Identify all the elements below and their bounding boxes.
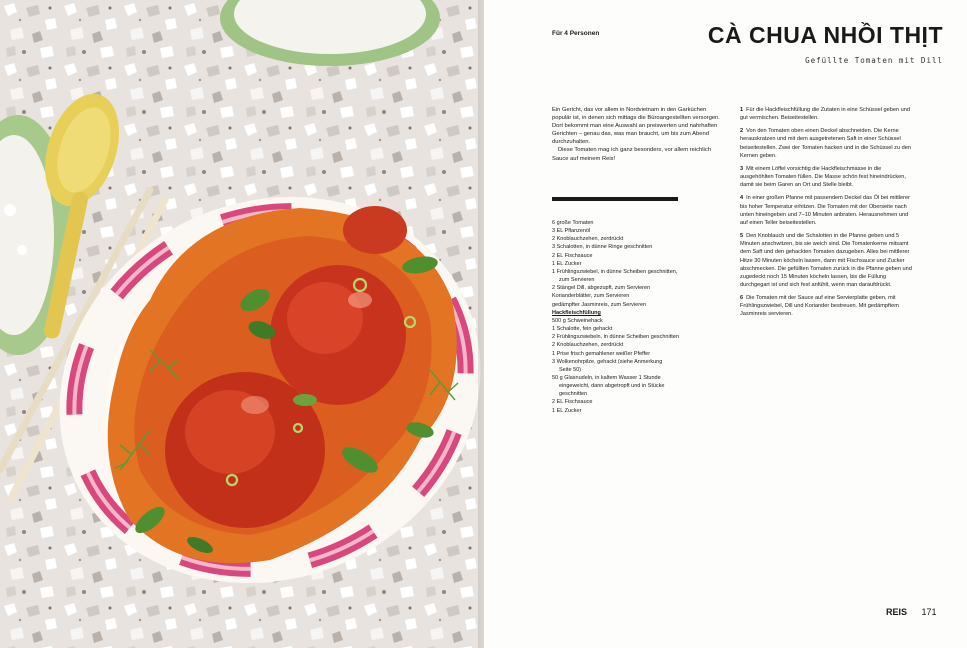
recipe-subtitle: Gefüllte Tomaten mit Dill xyxy=(805,56,943,65)
filling-item: 3 Wolkenohrpilze, gehackt (siehe Anmerkung xyxy=(552,358,663,365)
intro-paragraph: Ein Gericht, das vor allem in Nordvietnam in den Garküchen populär ist, in denen sich mittags die Büroangestellten versorgen. Dort bekommt man eine Auswahl an preiswerten und nahrhaften Gerichten – genau das, was man braucht, um bis zum Abend durchzuhalten. xyxy=(552,107,720,146)
step-text: In einer großen Pfanne mit passendem Deckel das Öl bei mittlerer bis hoher Temperatur erhitzen. Die Tomaten mit der Oberseite nach unten hineingeben und 7–10 Minuten anbraten. Herausnehmen und auf einen Teller beiseitestellen. xyxy=(740,195,910,226)
step-number: 1 xyxy=(740,107,744,113)
filling-item: 2 EL Fischsauce xyxy=(552,399,593,406)
method-step xyxy=(740,165,912,189)
page-footer xyxy=(886,607,937,617)
ingredient-item: 2 Stängel Dill, abgezupft, zum Servieren xyxy=(552,285,651,292)
step-text: Die Tomaten mit der Sauce auf eine Servierplatte geben, mit Frühlingszwiebel, Dill und Koriander bestreuen. Mit gedämpftem Jasminreis servieren. xyxy=(740,295,899,318)
filling-item: eingeweicht, dann abgetropft und in Stücke xyxy=(559,383,665,390)
filling-item: 1 Prise frisch gemahlener weißer Pfeffer xyxy=(552,350,651,357)
method-step xyxy=(740,294,912,318)
recipe-title: CÀ CHUA NHỒI THỊT xyxy=(707,22,943,48)
filling-item: 2 Frühlingszwiebeln, in dünne Scheiben geschnitten xyxy=(552,334,679,341)
step-number: 5 xyxy=(740,233,744,240)
ingredient-item: zum Servieren xyxy=(559,277,595,284)
stuffed-tomato-top xyxy=(270,265,406,405)
method-steps xyxy=(740,106,912,324)
step-number: 6 xyxy=(740,295,744,302)
chapter-name: REIS xyxy=(886,607,908,617)
step-number: 2 xyxy=(740,128,744,135)
ingredient-item: gedämpfter Jasminreis, zum Servieren xyxy=(552,301,647,308)
ingredient-item: 6 große Tomaten xyxy=(552,220,594,226)
filling-item: 1 Schalotte, fein gehackt xyxy=(552,326,613,333)
method-step xyxy=(740,232,912,289)
ingredient-item: 2 EL Fischsauce xyxy=(552,252,593,259)
ingredient-item: 3 Schalotten, in dünne Ringe geschnitten xyxy=(552,244,653,251)
filling-item: 500 g Schweinehack xyxy=(552,317,603,324)
ingredient-item: 1 EL Zucker xyxy=(552,260,582,267)
ingredient-item: 1 Frühlingszwiebel, in dünne Scheiben geschnitten, xyxy=(552,268,678,275)
filling-item: 50 g Glasnudeln, in kaltem Wasser 1 Stunde xyxy=(552,374,661,381)
ingredient-item: 2 Knoblauchzehen, zerdrückt xyxy=(552,236,624,243)
filling-heading: Hackfleischfüllung xyxy=(552,309,601,316)
method-step xyxy=(740,194,912,227)
step-text: Mit einem Löffel vorsichtig die Hackfleischmasse in die ausgehöhlten Tomaten füllen. Die Masse schön fest hineindrücken, damit sie beim Garen an Ort und Stelle bleibt. xyxy=(740,165,906,189)
ingredient-item: 3 EL Pflanzenöl xyxy=(552,228,591,235)
servings-label: Für 4 Personen xyxy=(552,30,600,37)
ingredient-item: Korianderblätter, zum Servieren xyxy=(552,293,630,300)
step-text: Von den Tomaten oben einen Deckel abschneiden. Die Kerne herauskratzen und mit dem ausgetretenen Saft in einer Schüssel beiseitestellen. Zwei der Tomaten hacken und in die Schüssel zu den Kernen geben. xyxy=(740,128,911,159)
filling-item: 2 Knoblauchzehen, zerdrückt xyxy=(552,342,624,349)
filling-item: geschnitten xyxy=(559,391,588,398)
step-number: 3 xyxy=(740,165,744,172)
page-number: 171 xyxy=(921,607,937,617)
recipe-page xyxy=(484,0,967,648)
method-step xyxy=(740,106,912,122)
intro-text xyxy=(552,106,720,163)
step-text: Für die Hackfleischfüllung die Zutaten in eine Schüssel geben und gut vermischen. Beiseitestellen. xyxy=(740,107,910,122)
filling-item: Seite 50) xyxy=(559,366,582,373)
step-text: Den Knoblauch und die Schalotten in die Pfanne geben und 5 Minuten anschwitzen, bis sie weich sind. Die Tomatenkerne mitsamt dem Saft und den gehackten Tomaten dazugeben. Alles bei mittlerer Hitze 30 Minuten köcheln lassen, dann mit Fischsauce und Zucker abschmecken. Die gefüllten Tomaten zurück in die Pfanne geben und zugedeckt noch 15 Minuten köcheln lassen, bis die Füllung durchgegart ist und sich fest anfühlt, wenn man daraufdrückt. xyxy=(740,233,912,288)
step-number: 4 xyxy=(740,195,744,202)
filling-item: 1 EL Zucker xyxy=(552,407,582,414)
method-step xyxy=(740,127,912,160)
intro-paragraph: Diese Tomaten mag ich ganz besonders, vor allem reichlich Sauce auf meinem Reis! xyxy=(552,147,711,162)
section-divider xyxy=(552,197,678,201)
ingredient-list xyxy=(552,219,720,415)
tomato-side xyxy=(343,206,407,254)
